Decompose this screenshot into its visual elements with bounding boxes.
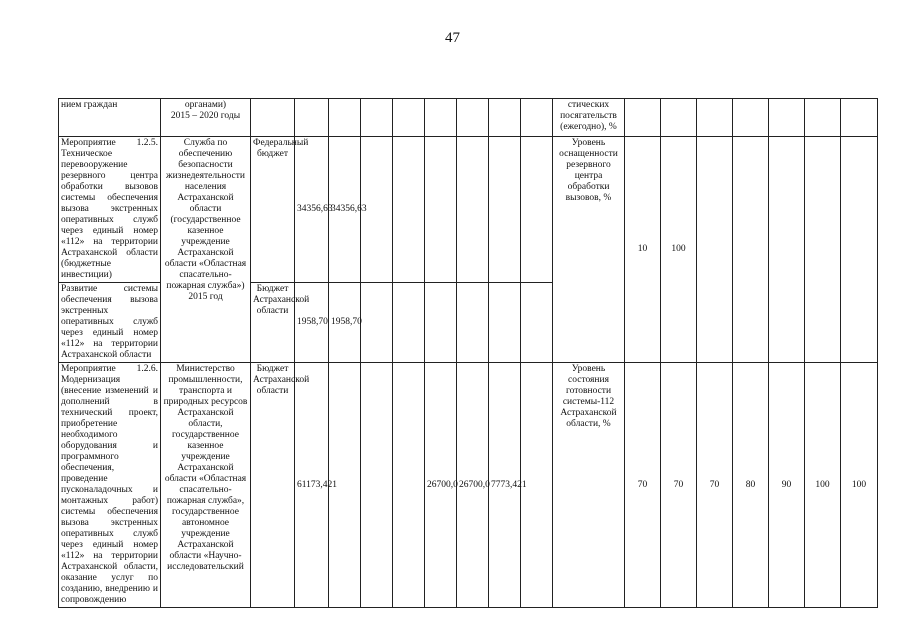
header-empty: [625, 99, 661, 137]
indicator-value-cell: 100: [841, 363, 878, 608]
header-empty: [393, 99, 425, 137]
empty-cell: [489, 283, 521, 363]
empty-cell: [733, 137, 769, 363]
year-2020-cell: 7773,421: [489, 363, 521, 608]
header-empty: [841, 99, 878, 137]
empty-cell: [841, 137, 878, 363]
header-empty: [295, 99, 329, 137]
indicator-value-cell: 100: [805, 363, 841, 608]
indicator-value-cell: 70: [625, 363, 661, 608]
header-empty: [697, 99, 733, 137]
activity-cell: Мероприятие 1.2.5. Техническое перевооружение резервного центра обработки вызовов системы обеспечения вызова экстренных оперативных служб через единый номер «112» на территории Астраханской области (бюджетные инвестиции): [59, 137, 161, 283]
total-cell: 1958,70: [295, 283, 329, 363]
funding-source-cell: Бюджет Астраханской области: [251, 283, 295, 363]
table-row-measure-1-2-6: [59, 363, 878, 608]
indicator-value-cell: 80: [733, 363, 769, 608]
empty-cell: [521, 283, 553, 363]
header-empty: [769, 99, 805, 137]
year-2018-cell: 26700,0: [425, 363, 457, 608]
year-2019-cell: 26700,0: [457, 363, 489, 608]
table-header-row: [59, 99, 878, 137]
total-cell: 61173,421: [295, 363, 329, 608]
empty-cell: [393, 283, 425, 363]
activity-cell: Мероприятие 1.2.6. Модернизация (внесение изменений и дополнений в технический проект, приобретение необходимого оборудования и программного обеспечения, проведение пусконаладочных и монтажных работ) системы обеспечения вызова экстренных оперативных служб через единый номер «112» на территории Астраханской области, оказание услуг по созданию, внедрению и сопровождению: [59, 363, 161, 608]
base-value-cell: 10: [625, 137, 661, 363]
empty-cell: [393, 137, 425, 283]
value-2015-cell: 100: [661, 137, 697, 363]
total-cell: 34356,63: [295, 137, 329, 283]
empty-cell: [769, 137, 805, 363]
header-indicator-line2: посягательств: [560, 111, 617, 121]
executor-cell: Министерство промышленности, транспорта и природных ресурсов Астраханской области, государственное казенное учреждение Астраханской области «Областная спасательно-пожарная служба», государственное автономное учреждение Астраханской области «Научно-исследовательский: [161, 363, 251, 608]
header-empty: [425, 99, 457, 137]
header-empty: [361, 99, 393, 137]
year-2015-cell: 34356,63: [329, 137, 361, 283]
header-empty: [661, 99, 697, 137]
funding-source-cell: Бюджет Астраханской области: [251, 363, 295, 608]
header-indicator-cell: [553, 99, 625, 137]
header-empty: [251, 99, 295, 137]
header-empty: [805, 99, 841, 137]
empty-cell: [697, 137, 733, 363]
header-empty: [329, 99, 361, 137]
funding-source-cell: Федеральный бюджет: [251, 137, 295, 283]
empty-cell: [805, 137, 841, 363]
year-2015-cell: 1958,70: [329, 283, 361, 363]
empty-cell: [361, 363, 393, 608]
table-row-measure-1-2-5: [59, 137, 878, 283]
header-empty: [457, 99, 489, 137]
page-number: 47: [445, 30, 460, 46]
header-empty: [489, 99, 521, 137]
empty-cell: [489, 137, 521, 283]
indicator-value-cell: 90: [769, 363, 805, 608]
empty-cell: [457, 283, 489, 363]
empty-cell: [457, 137, 489, 283]
indicator-value-cell: 70: [661, 363, 697, 608]
activity-cell: Развитие системы обеспечения вызова экстренных оперативных служб через единый номер «112» на территории Астраханской области: [59, 283, 161, 363]
header-empty: [521, 99, 553, 137]
program-table: [58, 98, 878, 608]
header-indicator-line1: стических: [567, 100, 610, 110]
header-empty: [733, 99, 769, 137]
header-executor-cell: [161, 99, 251, 137]
indicator-value-cell: 70: [697, 363, 733, 608]
empty-cell: [521, 137, 553, 283]
empty-cell: [425, 283, 457, 363]
header-indicator-line3: (ежегодно), %: [560, 122, 617, 132]
empty-cell: [425, 137, 457, 283]
empty-cell: [393, 363, 425, 608]
header-executor-line2: 2015 – 2020 годы: [170, 111, 241, 121]
header-activity-cell: нием граждан: [59, 99, 161, 137]
indicator-cell: Уровень состояния готовности системы-112 Астраханской области, %: [553, 363, 625, 608]
indicator-cell: Уровень оснащенности резервного центра обработки вызовов, %: [553, 137, 625, 363]
executor-cell: Служба по обеспечению безопасности жизнедеятельности населения Астраханской области (государственное казенное учреждение Астраханской области «Областная спасательно-пожарная служба») 2015 год: [161, 137, 251, 363]
empty-cell: [361, 283, 393, 363]
header-executor-line1: органами): [184, 100, 227, 110]
